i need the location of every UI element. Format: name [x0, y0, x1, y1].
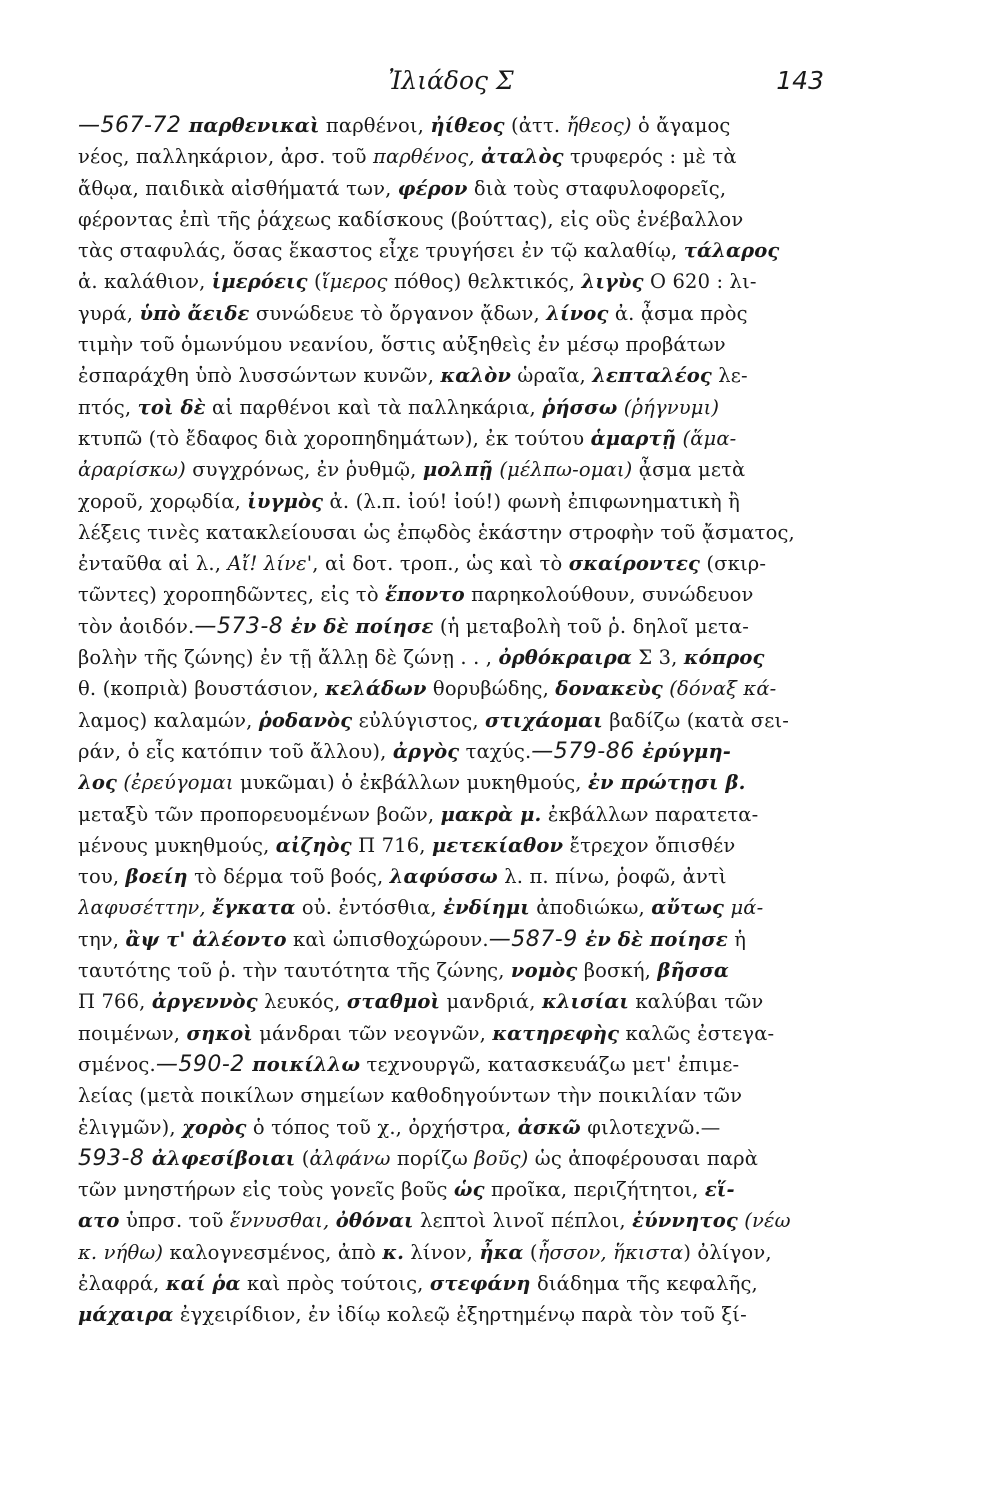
gloss-text: Π 716,	[351, 833, 432, 857]
gloss-text: σμένος.	[78, 1052, 156, 1076]
lemma: ἐύννητος	[632, 1209, 738, 1233]
lemma: παρθενικαὶ	[188, 114, 320, 137]
gloss-text: (ἐρεύγομαι	[123, 771, 234, 795]
gloss-text: (δόναξ κά-	[669, 677, 777, 701]
text-line	[78, 360, 824, 391]
text-line	[78, 329, 824, 360]
text-line	[78, 548, 824, 579]
gloss-text: ἐγχειρίδιον, ἐν ἰδίῳ κολεῷ ἐξηρτημένῳ παρὰ τὸν τοῦ ξί-	[173, 1303, 747, 1327]
gloss-text: τὰς σταφυλάς, ὅσας ἕκαστος εἶχε τρυγήσει ἐν τῷ καλαθίῳ,	[78, 239, 684, 263]
lemma: ἀργὸς	[392, 739, 460, 763]
lemma: εἵ-	[704, 1178, 735, 1202]
gloss-text: καὶ ὠπισθοχώρουν.	[286, 927, 489, 951]
gloss-text: ἀ. ᾆσμα πρὸς	[608, 301, 748, 325]
gloss-text: (	[295, 1146, 310, 1170]
gloss-text: εὐλύγιστος,	[352, 708, 486, 732]
lemma: ἕποντο	[385, 583, 465, 607]
gloss-text: αἱ παρθένοι καὶ τὰ παλληκάρια,	[205, 395, 543, 419]
gloss-text: φιλοτεχνῶ.—	[580, 1115, 721, 1139]
gloss-text: ταχύς.	[459, 739, 532, 763]
text-line	[78, 1205, 824, 1236]
gloss-text: παρθένοι,	[319, 114, 431, 137]
gloss-text: (ἡ μεταβολὴ τοῦ ῥ. δηλοῖ μετα-	[433, 614, 749, 638]
gloss-text: Π 766,	[78, 990, 152, 1014]
lemma: ἐν δὲ ποίησε	[290, 614, 434, 638]
gloss-text: τεχνουργῶ, κατασκευάζω μετ' ἐπιμε-	[360, 1052, 740, 1076]
lemma: στεφάνη	[429, 1271, 531, 1295]
lemma: λίνος	[546, 301, 609, 325]
gloss-text: γυρά,	[78, 301, 140, 325]
verse-reference: 593-8	[78, 1145, 152, 1171]
gloss-text: βολὴν τῆς ζώνης) ἐν τῇ ἄλλῃ δὲ ζώνῃ . . ,	[78, 646, 499, 670]
lemma: αἰζηὸς	[275, 833, 352, 857]
gloss-text: (μέλπω-ομαι)	[499, 458, 633, 482]
lemma: ἰυγμὸς	[247, 489, 324, 513]
gloss-text: ἀλφάνω	[309, 1146, 391, 1170]
gloss-text: ἵμερος	[321, 270, 388, 294]
gloss-text: ὡραῖα,	[511, 364, 593, 388]
gloss-text: ὑπρσ. τοῦ	[119, 1209, 230, 1233]
gloss-text: μάνδραι τῶν νεογνῶν,	[252, 1021, 493, 1045]
text-line	[78, 1049, 824, 1080]
gloss-text: ἐνταῦθα αἱ λ.,	[78, 552, 228, 576]
gloss-text: λαφυσέττην,	[78, 896, 206, 920]
text-line	[78, 799, 824, 830]
lemma: κλισίαι	[541, 990, 629, 1014]
gloss-text: ἀποδιώκω,	[529, 896, 652, 920]
lemma: μάχαιρα	[78, 1303, 174, 1327]
gloss-text: ἔτρεχον ὄπισθέν	[563, 833, 736, 857]
text-line	[78, 454, 824, 485]
lemma: λιγὺς	[581, 270, 644, 294]
gloss-text: (ῥήγνυμι)	[623, 395, 720, 419]
gloss-text: ἀ. καλάθιον,	[78, 270, 212, 294]
lemma: ἠίθεος	[430, 114, 505, 137]
gloss-text: φέροντας ἐπὶ τῆς ῥάχεως καδίσκους (βούττας), εἰς οὓς ἐνέβαλλον	[78, 207, 744, 231]
text-line	[78, 1018, 824, 1049]
text-line	[78, 517, 824, 548]
lemma: λεπταλέος	[592, 364, 712, 388]
lemma: σταθμοὶ	[346, 990, 441, 1014]
gloss-text: χοροῦ, χορῳδία,	[78, 489, 248, 513]
gloss-text: ὁ ἄγαμος	[631, 114, 731, 137]
gloss-text: ) ὀλίγον,	[683, 1240, 772, 1264]
gloss-text: ράν, ὁ εἷς κατόπιν τοῦ ἄλλου),	[78, 739, 393, 763]
text-line	[78, 1174, 824, 1205]
lemma: σηκοὶ	[186, 1021, 253, 1045]
lemma: ῥήσσω	[542, 395, 618, 419]
text-line	[78, 861, 824, 892]
lemma: ἂψ τ' ἀλέοντο	[125, 927, 287, 951]
gloss-text: (σκιρ-	[700, 552, 767, 576]
gloss-text: τιμὴν τοῦ ὁμωνύμου νεανίου, ὅστις αὐξηθεὶς ἐν μέσῳ προβάτων	[78, 333, 726, 357]
text-line	[78, 110, 824, 141]
text-line	[78, 830, 824, 861]
lemma: λαφύσσω	[389, 865, 498, 889]
gloss-text: συγχρόνως, ἐν ῥυθμῷ,	[185, 458, 423, 482]
text-line	[78, 204, 824, 235]
lemma: αὔτως	[651, 896, 725, 920]
gloss-text: (	[307, 270, 322, 294]
verse-reference: —587-9	[488, 926, 586, 952]
gloss-text: μά-	[730, 896, 764, 920]
gloss-text: πτός,	[78, 395, 138, 419]
gloss-text: (νέω	[744, 1209, 791, 1233]
gloss-text: ἄθῳα, παιδικὰ αἰσθήματά των,	[78, 176, 398, 200]
gloss-text: ὁ τόπος τοῦ χ., ὀρχήστρα,	[246, 1115, 518, 1139]
gloss-text: λε-	[711, 364, 748, 388]
text-line	[78, 986, 824, 1017]
verse-reference: —579-86	[531, 738, 643, 764]
lemma: ἔγκατα	[212, 896, 296, 920]
lemma: καί ῥα	[165, 1271, 241, 1295]
gloss-text: παρθένος,	[372, 145, 475, 169]
text-line	[78, 392, 824, 423]
text-line	[78, 1237, 824, 1268]
gloss-text: ἕννυσθαι,	[229, 1209, 330, 1233]
gloss-text: την,	[78, 927, 126, 951]
gloss-text: μένους μυκηθμούς,	[78, 833, 276, 857]
text-line	[78, 736, 824, 767]
gloss-text: λέξεις τινὲς κατακλείουσαι ὡς ἐπῳδὸς ἑκάστην στροφὴν τοῦ ᾄσματος,	[78, 520, 795, 544]
gloss-text: θορυβώδης,	[426, 677, 556, 701]
gloss-text: τῶν μνηστήρων εἰς τοὺς γονεῖς βοῦς	[78, 1178, 454, 1202]
lemma: βοείη	[125, 865, 188, 889]
gloss-text: κτυπῶ (τὸ ἔδαφος διὰ χοροπηδημάτων), ἐκ τούτου	[78, 426, 591, 450]
gloss-text: μυκῶμαι) ὁ ἐκβάλλων μυκηθμούς,	[233, 771, 588, 795]
lemma: μολπῇ	[422, 458, 493, 482]
text-line	[78, 141, 824, 172]
gloss-text: λαμος) καλαμών,	[78, 708, 259, 732]
gloss-text: κ. νήθω)	[78, 1240, 164, 1264]
gloss-text: ', αἱ δοτ. τροπ., ὡς καὶ τὸ	[306, 552, 569, 576]
text-line	[78, 705, 824, 736]
lemma: ατο	[78, 1209, 120, 1233]
gloss-text: συνώδευε τὸ ὄργανον ᾄδων,	[249, 301, 547, 325]
gloss-text: ἐσπαράχθη ὑπὸ λυσσώντων κυνῶν,	[78, 364, 441, 388]
gloss-text: τῶντες) χοροπηδῶντες, εἰς τὸ	[78, 583, 386, 607]
lemma: ποικίλλω	[252, 1052, 361, 1076]
text-line	[78, 611, 824, 642]
page-header	[78, 66, 824, 106]
text-line	[78, 298, 824, 329]
text-line	[78, 579, 824, 610]
lemma: ἐνδίημι	[443, 896, 530, 920]
lemma: κελάδων	[325, 677, 427, 701]
gloss-text: Ο 620 : λι-	[643, 270, 757, 294]
gloss-text: καλύβαι τῶν	[628, 990, 764, 1014]
lemma: ἐν δὲ ποίησε	[585, 927, 728, 951]
lemma: ἁμαρτῇ	[590, 426, 677, 450]
gloss-text: λίνον,	[404, 1240, 480, 1264]
text-line	[78, 173, 824, 204]
text-line	[78, 423, 824, 454]
gloss-text: (	[523, 1240, 538, 1264]
gloss-text: (ἅμα-	[682, 426, 737, 450]
lemma: ἦκα	[479, 1240, 524, 1264]
text-line	[78, 955, 824, 986]
lemma: ὑπὸ ἄειδε	[139, 301, 250, 325]
verse-reference: —590-2	[155, 1051, 253, 1077]
gloss-text: τρυφερός : μὲ τὰ	[563, 145, 737, 169]
gloss-text: ἀ. (λ.π. ἰού! ἰού!) φωνὴ ἐπιφωνηματικὴ ἢ	[323, 489, 740, 513]
commentary-body	[78, 110, 824, 1331]
gloss-text: (ἀττ.	[504, 114, 567, 137]
gloss-text: ἐλαφρά,	[78, 1271, 166, 1295]
lemma: κατηρεφὴς	[492, 1021, 620, 1045]
lemma: ἀργεννὸς	[151, 990, 258, 1014]
gloss-text: καλῶς ἐστεγα-	[619, 1021, 775, 1045]
lemma: ὡς	[453, 1178, 485, 1202]
lemma: ὀθόναι	[335, 1209, 414, 1233]
lemma: ὀρθόκραιρα	[498, 646, 632, 670]
lemma: ῥοδανὸς	[258, 708, 353, 732]
lemma: βῆσσα	[657, 959, 730, 983]
lemma: μακρὰ μ.	[440, 802, 542, 826]
gloss-text: λευκός,	[257, 990, 347, 1014]
gloss-text: μανδριά,	[440, 990, 542, 1014]
gloss-text: ἤθεος)	[566, 114, 632, 137]
gloss-text: ὡς ἀποφέρουσαι παρὰ	[528, 1146, 759, 1170]
gloss-text: νέος, παλληκάριον, ἀρσ. τοῦ	[78, 145, 373, 169]
lemma: χορὸς	[182, 1115, 247, 1139]
gloss-text: οὐ. ἐντόσθια,	[295, 896, 444, 920]
lemma: κ.	[382, 1240, 405, 1264]
gloss-text: μεταξὺ τῶν προπορευομένων βοῶν,	[78, 802, 441, 826]
text-line	[78, 486, 824, 517]
gloss-text: τὸν ἀοιδόν.	[78, 614, 195, 638]
lemma: δονακεὺς	[555, 677, 663, 701]
gloss-text: Σ 3,	[631, 646, 684, 670]
lemma: μετεκίαθον	[431, 833, 564, 857]
gloss-text: ποιμένων,	[78, 1021, 187, 1045]
text-line	[78, 1299, 824, 1330]
gloss-text: διὰ τοὺς σταφυλοφορεῖς,	[467, 176, 727, 200]
gloss-text: πορίζω	[390, 1146, 475, 1170]
verse-reference: —573-8	[194, 613, 291, 639]
gloss-text: θ. (κοπριὰ) βουστάσιον,	[78, 677, 326, 701]
gloss-text: Αἴ! λίνε	[227, 552, 307, 576]
text-line	[78, 266, 824, 297]
text-line	[78, 1080, 824, 1111]
gloss-text: προῖκα, περιζήτητοι,	[484, 1178, 705, 1202]
gloss-text: λείας (μετὰ ποικίλων σημείων καθοδηγούντων τὴν ποικιλίαν τῶν	[78, 1084, 743, 1108]
lemma: φέρον	[397, 176, 468, 200]
gloss-text: διάδημα τῆς κεφαλῆς,	[530, 1271, 758, 1295]
gloss-text: παρηκολούθουν, συνώδευον	[464, 583, 754, 607]
gloss-text: ἑλιγμῶν),	[78, 1115, 183, 1139]
gloss-text: βαδίζω (κατὰ σει-	[602, 708, 790, 732]
lemma: ἱμερόεις	[211, 270, 308, 294]
running-title: Ἰλιάδος Σ	[388, 66, 514, 95]
page-number: 143	[776, 66, 824, 95]
text-line	[78, 235, 824, 266]
lemma: στιχάομαι	[485, 708, 603, 732]
text-line	[78, 1143, 824, 1174]
gloss-text: λεπτοὶ λινοῖ πέπλοι,	[413, 1209, 633, 1233]
lemma: ἐν πρώτῃσι β.	[587, 771, 746, 795]
gloss-text: πόθος) θελκτικός,	[387, 270, 582, 294]
lemma: ἐρύγμη-	[642, 739, 732, 763]
gloss-text: βοῦς)	[474, 1146, 529, 1170]
lemma: ἀλφεσίβοιαι	[151, 1146, 296, 1170]
gloss-text: ᾆσμα μετὰ	[632, 458, 746, 482]
gloss-text: ἧσσον, ἥκιστα	[537, 1240, 684, 1264]
lemma: τάλαρος	[683, 239, 780, 263]
text-line	[78, 673, 824, 704]
lemma: λος	[78, 771, 118, 795]
gloss-text: του,	[78, 865, 126, 889]
gloss-text: καὶ πρὸς τούτοις,	[240, 1271, 430, 1295]
text-line	[78, 924, 824, 955]
gloss-text: βοσκή,	[577, 959, 658, 983]
lemma: ἀσκῶ	[517, 1115, 581, 1139]
lemma: ἀταλὸς	[481, 145, 564, 169]
text-line	[78, 1268, 824, 1299]
text-line	[78, 1112, 824, 1143]
text-line	[78, 767, 824, 798]
lemma: κόπρος	[683, 646, 765, 670]
lemma: νομὸς	[510, 959, 578, 983]
text-line	[78, 892, 824, 923]
verse-reference: —567-72	[78, 113, 189, 138]
lemma: σκαίροντες	[568, 552, 701, 576]
gloss-text: τὸ δέρμα τοῦ βοός,	[187, 865, 390, 889]
lemma: καλὸν	[440, 364, 512, 388]
gloss-text: λ. π. πίνω, ῥοφῶ, ἀντὶ	[497, 865, 727, 889]
gloss-text: ἡ	[727, 927, 747, 951]
gloss-text: ἐκβάλλων παρατετα-	[541, 802, 759, 826]
lemma: τοὶ δὲ	[137, 395, 206, 419]
gloss-text: καλογνεσμένος, ἀπὸ	[163, 1240, 383, 1264]
gloss-text: ταυτότης τοῦ ῥ. τὴν ταυτότητα τῆς ζώνης,	[78, 959, 511, 983]
text-line	[78, 642, 824, 673]
gloss-text: ἀραρίσκω)	[78, 458, 186, 482]
